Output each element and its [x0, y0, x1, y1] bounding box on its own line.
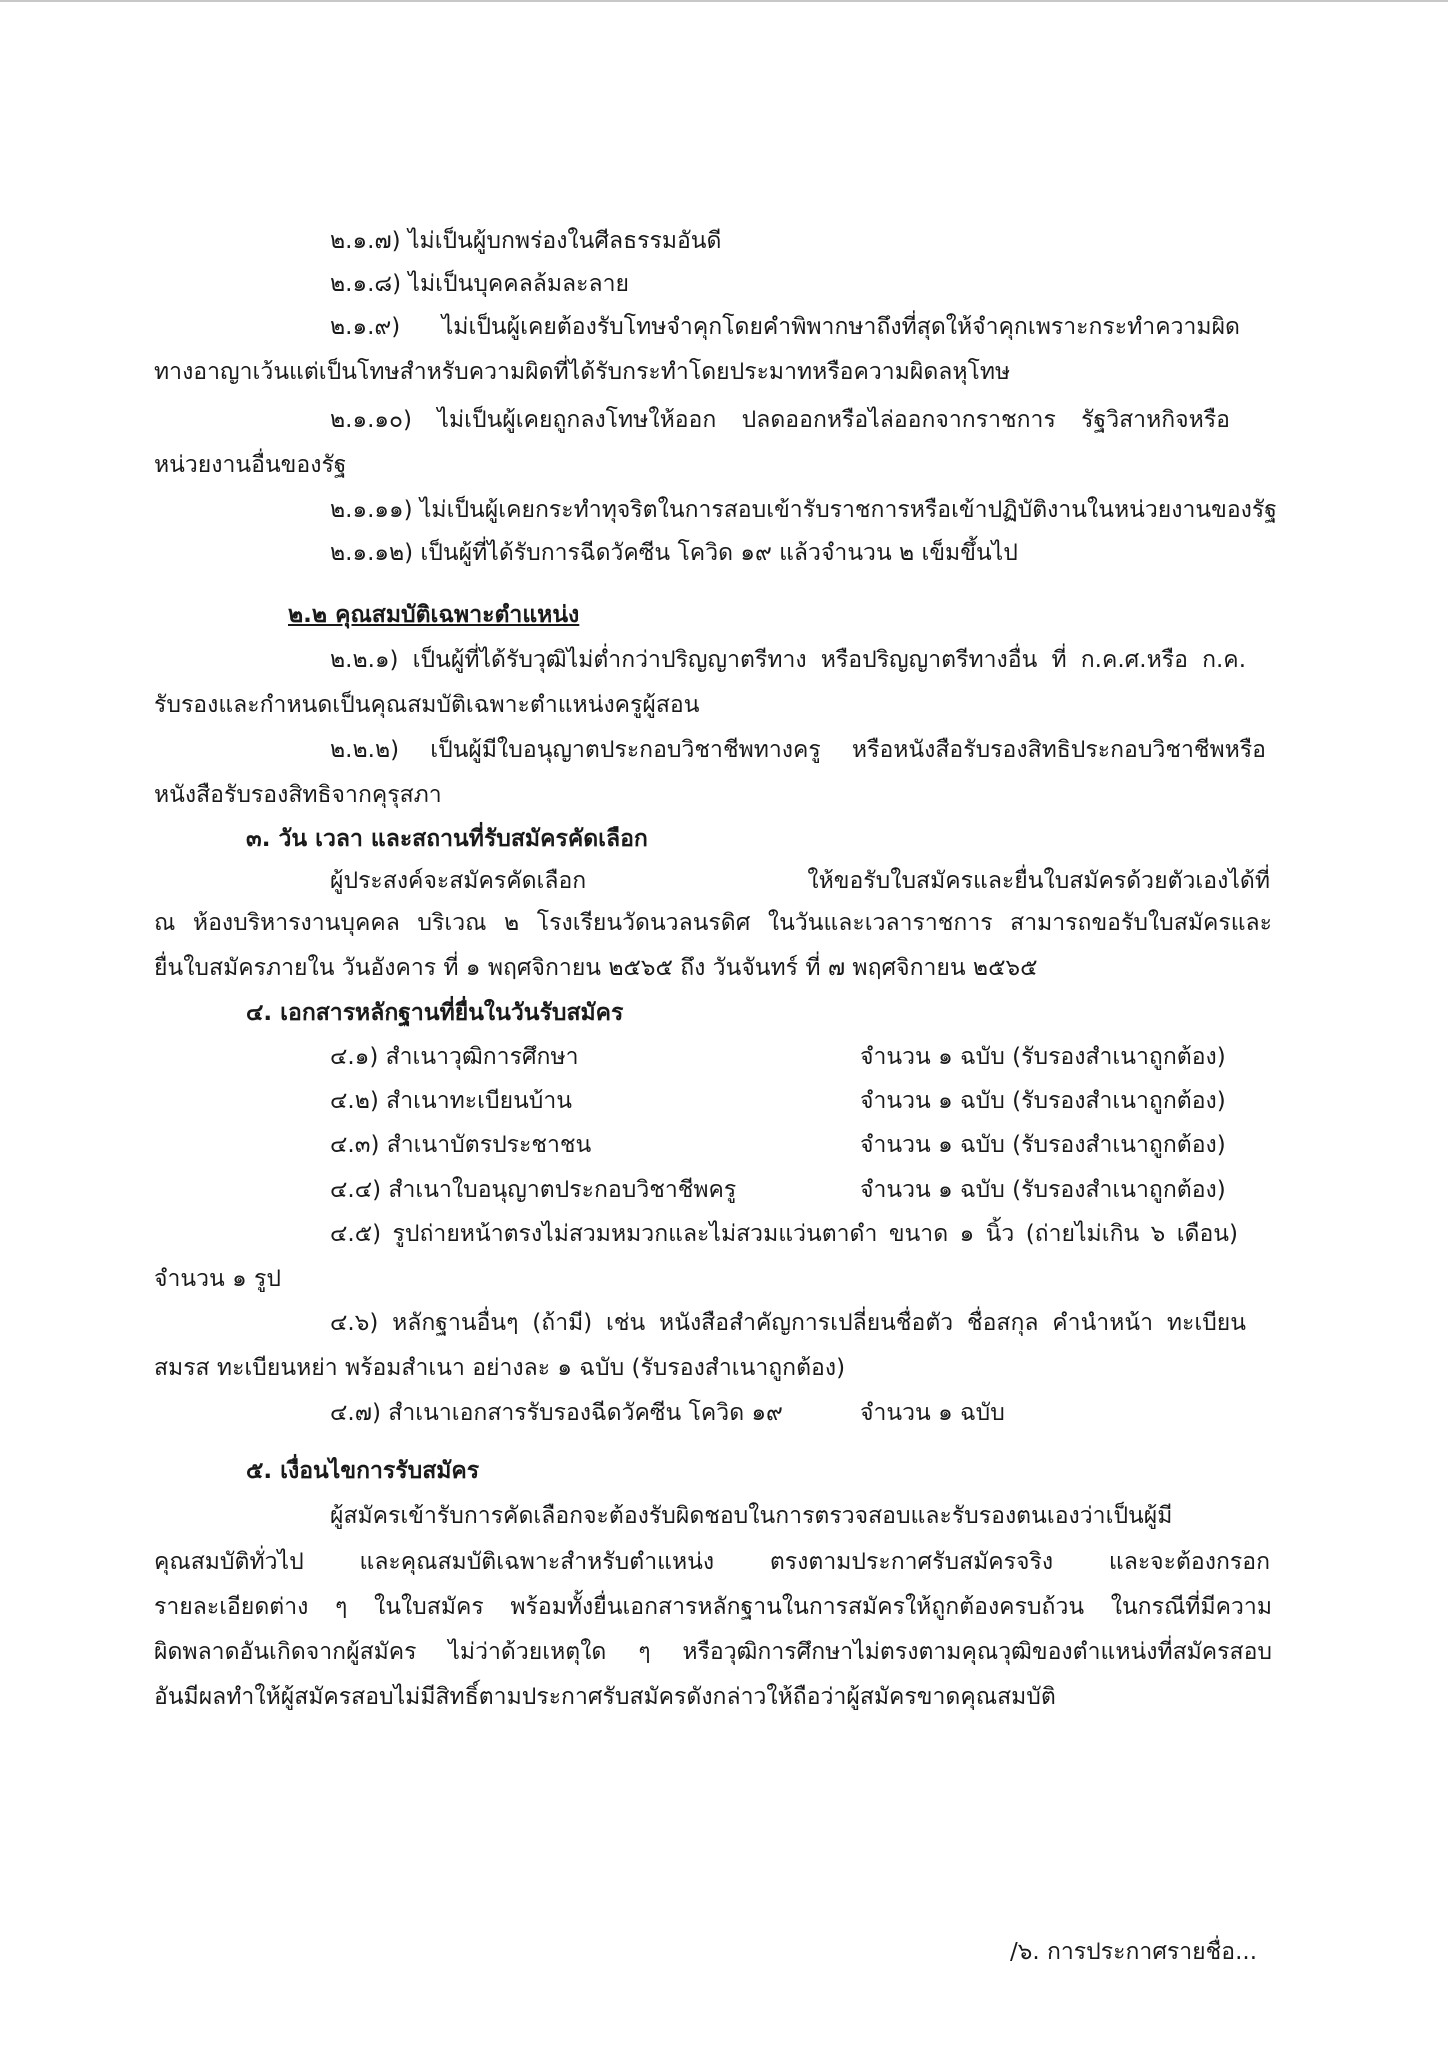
section-3-line3: ยื่นใบสมัครภายใน วันอังคาร ที่ ๑ พฤศจิกายน ๒๕๖๕ ถึง วันจันทร์ ที่ ๗ พฤศจิกายน ๒๕๖๕: [154, 955, 1038, 981]
doc-4-6-line2: สมรส ทะเบียนหย่า พร้อมสำเนา อย่างละ ๑ ฉบับ (รับรองสำเนาถูกต้อง): [154, 1355, 846, 1381]
item-2-1-11: ๒.๑.๑๑) ไม่เป็นผู้เคยกระทำทุจริตในการสอบเข้ารับราชการหรือเข้าปฏิบัติงานในหน่วยงานของรัฐ: [330, 497, 1277, 523]
item-2-2-2-line2: หนังสือรับรองสิทธิจากคุรุสภา: [154, 782, 442, 808]
heading-3: ๓. วัน เวลา และสถานที่รับสมัครคัดเลือก: [246, 826, 648, 852]
item-2-1-9-line1: ๒.๑.๙) ไม่เป็นผู้เคยต้องรับโทษจำคุกโดยคำพิพากษาถึงที่สุดให้จำคุกเพราะกระทำความผิด: [330, 314, 1240, 340]
heading-4: ๔. เอกสารหลักฐานที่ยื่นในวันรับสมัคร: [246, 1000, 624, 1026]
item-2-1-12: ๒.๑.๑๒) เป็นผู้ที่ได้รับการฉีดวัคซีน โควิด ๑๙ แล้วจำนวน ๒ เข็มขึ้นไป: [330, 540, 1018, 566]
item-2-2-2-line1: ๒.๒.๒) เป็นผู้มีใบอนุญาตประกอบวิชาชีพทางครู หรือหนังสือรับรองสิทธิประกอบวิชาชีพหรือ: [330, 737, 1266, 763]
section-5-line5: อันมีผลทำให้ผู้สมัครสอบไม่มีสิทธิ์ตามประกาศรับสมัครดังกล่าวให้ถือว่าผู้สมัครขาดคุณสมบัติ: [154, 1684, 1056, 1710]
doc-4-7-qty: จำนวน ๑ ฉบับ: [860, 1400, 1005, 1426]
item-2-2-1-line1: ๒.๒.๑) เป็นผู้ที่ได้รับวุฒิไม่ต่ำกว่าปริญญาตรีทาง หรือปริญญาตรีทางอื่น ที่ ก.ค.ศ.หรือ ก.ค.: [330, 647, 1246, 673]
doc-4-2-qty: จำนวน ๑ ฉบับ (รับรองสำเนาถูกต้อง): [860, 1088, 1226, 1114]
section-5-line1: ผู้สมัครเข้ารับการคัดเลือกจะต้องรับผิดชอบในการตรวจสอบและรับรองตนเองว่าเป็นผู้มี: [330, 1503, 1173, 1529]
doc-4-1-qty: จำนวน ๑ ฉบับ (รับรองสำเนาถูกต้อง): [860, 1044, 1226, 1070]
section-5-line3: รายละเอียดต่าง ๆ ในใบสมัคร พร้อมทั้งยื่นเอกสารหลักฐานในการสมัครให้ถูกต้องครบถ้วน ในกรณีที่มีความ: [154, 1594, 1272, 1620]
section-5-line2: คุณสมบัติทั่วไป และคุณสมบัติเฉพาะสำหรับตำแหน่ง ตรงตามประกาศรับสมัครจริง และจะต้องกรอก: [154, 1549, 1270, 1575]
item-2-1-10-line1: ๒.๑.๑๐) ไม่เป็นผู้เคยถูกลงโทษให้ออก ปลดออกหรือไล่ออกจากราชการ รัฐวิสาหกิจหรือ: [330, 407, 1230, 433]
doc-4-5-line1: ๔.๕) รูปถ่ายหน้าตรงไม่สวมหมวกและไม่สวมแว่นตาดำ ขนาด ๑ นิ้ว (ถ่ายไม่เกิน ๖ เดือน): [330, 1221, 1238, 1247]
doc-4-6-line1: ๔.๖) หลักฐานอื่นๆ (ถ้ามี) เช่น หนังสือสำคัญการเปลี่ยนชื่อตัว ชื่อสกุล คำนำหน้า ทะเบียน: [330, 1310, 1246, 1336]
item-2-2-1-line2: รับรองและกำหนดเป็นคุณสมบัติเฉพาะตำแหน่งครูผู้สอน: [154, 692, 700, 718]
section-5-line4: ผิดพลาดอันเกิดจากผู้สมัคร ไม่ว่าด้วยเหตุใด ๆ หรือวุฒิการศึกษาไม่ตรงตามคุณวุฒิของตำแหน่งที่สมัครสอบ: [154, 1639, 1272, 1665]
doc-4-3-name: ๔.๓) สำเนาบัตรประชาชน: [330, 1132, 592, 1158]
heading-2-2: ๒.๒ คุณสมบัติเฉพาะตำแหน่ง: [288, 602, 580, 628]
doc-4-1-name: ๔.๑) สำเนาวุฒิการศึกษา: [330, 1044, 579, 1070]
doc-4-7-name: ๔.๗) สำเนาเอกสารรับรองฉีดวัคซีน โควิด ๑๙: [330, 1400, 783, 1426]
doc-4-4-qty: จำนวน ๑ ฉบับ (รับรองสำเนาถูกต้อง): [860, 1177, 1226, 1203]
item-2-1-7: ๒.๑.๗) ไม่เป็นผู้บกพร่องในศีลธรรมอันดี: [330, 228, 722, 254]
doc-4-3-qty: จำนวน ๑ ฉบับ (รับรองสำเนาถูกต้อง): [860, 1132, 1226, 1158]
item-2-1-8: ๒.๑.๘) ไม่เป็นบุคคลล้มละลาย: [330, 271, 629, 297]
next-page-marker: /๖. การประกาศรายชื่อ...: [1010, 1939, 1258, 1965]
item-2-1-9-line2: ทางอาญาเว้นแต่เป็นโทษสำหรับความผิดที่ได้รับกระทำโดยประมาทหรือความผิดลหุโทษ: [154, 359, 1011, 385]
doc-4-4-name: ๔.๔) สำเนาใบอนุญาตประกอบวิชาชีพครู: [330, 1177, 737, 1203]
doc-4-2-name: ๔.๒) สำเนาทะเบียนบ้าน: [330, 1088, 573, 1114]
section-3-line2: ณ ห้องบริหารงานบุคคล บริเวณ ๒ โรงเรียนวัดนวลนรดิศ ในวันและเวลาราชการ สามารถขอรับใบสมัครและ: [154, 910, 1272, 936]
doc-4-5-line2: จำนวน ๑ รูป: [154, 1266, 281, 1292]
section-3-line1: ผู้ประสงค์จะสมัครคัดเลือก ให้ขอรับใบสมัครและยื่นใบสมัครด้วยตัวเองได้ที่: [330, 868, 1270, 894]
heading-5: ๕. เงื่อนไขการรับสมัคร: [246, 1458, 480, 1484]
item-2-1-10-line2: หน่วยงานอื่นของรัฐ: [154, 452, 347, 478]
